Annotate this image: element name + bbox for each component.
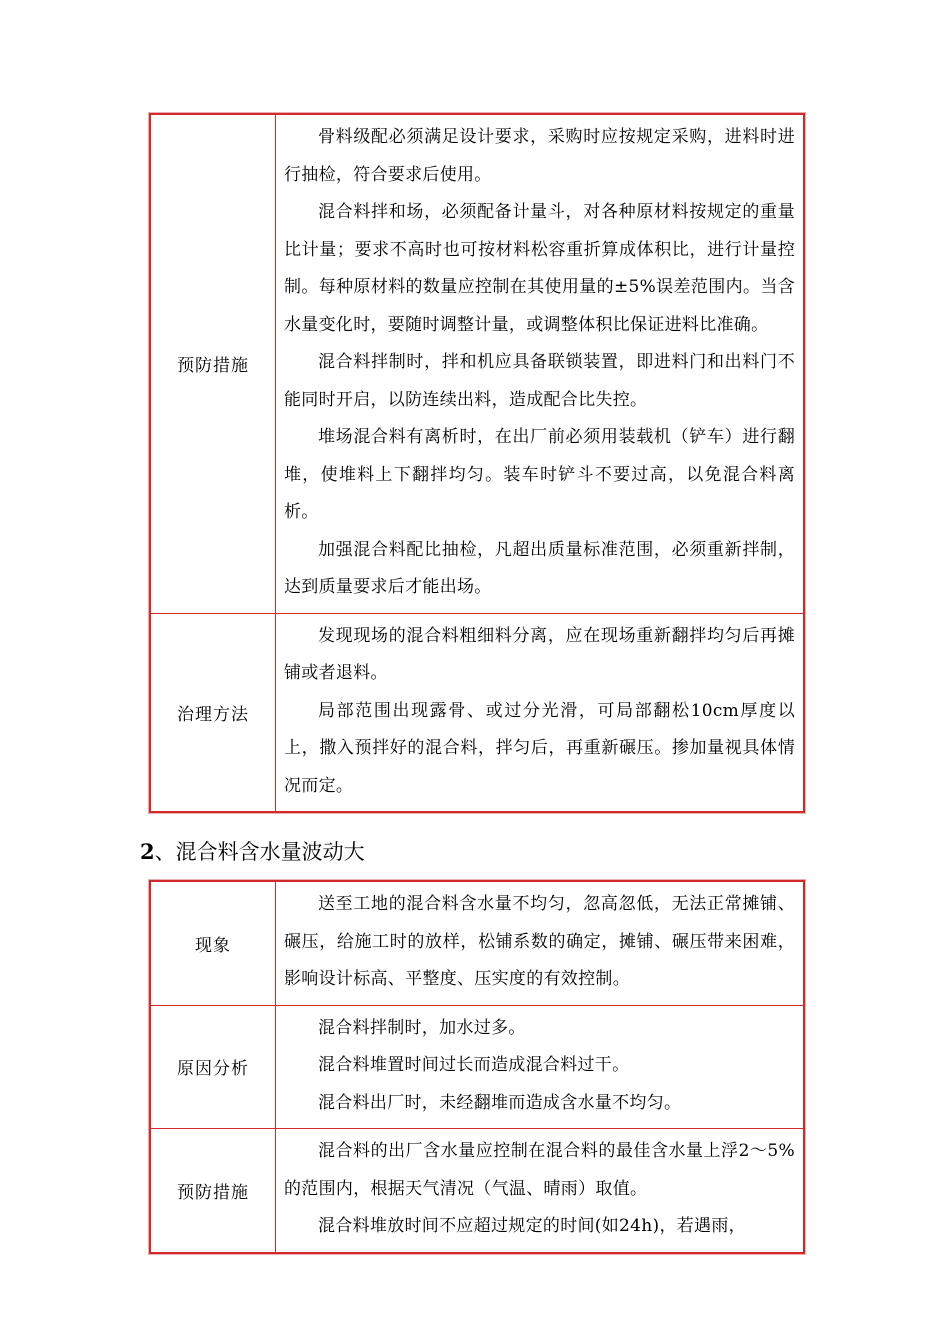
measures-table-1 [149,113,805,813]
paragraph: 混合料堆置时间过长而造成混合料过干。 [318,1055,630,1075]
table-row [150,1005,804,1129]
table-row [150,613,804,812]
paragraph: 加强混合料配比抽检，凡超出质量标准范围，必须重新拌制，达到质量要求后才能出场。 [284,539,795,597]
paragraph: 混合料拌制时，加水过多。 [318,1017,526,1038]
paragraph: 堆场混合料有离析时，在出厂前必须用装载机（铲车）进行翻堆，使堆料上下翻拌均匀。装车时铲斗不要过高，以免混合料离析。 [284,427,795,522]
paragraph: 混合料拌制时，拌和机应具备联锁装置，即进料门和出料门不能同时开启，以防连续出料，造成配合比失控。 [284,352,795,410]
table-row [150,1129,804,1253]
row-label: 治理方法 [150,613,276,812]
table-row [150,881,804,1005]
paragraph: 骨料级配必须满足设计要求，采购时应按规定采购，进料时进行抽检，符合要求后使用。 [284,127,795,185]
paragraph: 送至工地的混合料含水量不均匀，忽高忽低，无法正常摊铺、碾压，给施工时的放样，松铺系数的确定，摊铺、碾压带来困难，影响设计标高、平整度、压实度的有效控制。 [284,894,795,989]
row-label: 预防措施 [150,1129,276,1253]
section-heading [140,836,365,866]
row-label: 原因分析 [150,1005,276,1129]
row-content [276,613,805,812]
measures-table-2 [149,880,805,1254]
paragraph: 局部范围出现露骨、或过分光滑，可局部翻松10cm厚度以上，撒入预拌好的混合料，拌匀后，再重新碾压。掺加量视具体情况而定。 [284,700,795,796]
row-content [276,1005,805,1129]
paragraph: 发现现场的混合料粗细料分离，应在现场重新翻拌均匀后再摊铺或者退料。 [284,625,795,683]
row-content [276,881,805,1005]
paragraph: 混合料出厂时，未经翻堆而造成含水量不均匀。 [318,1092,682,1113]
paragraph: 混合料的出厂含水量应控制在混合料的最佳含水量上浮2～5%的范围内，根据天气清况（气温、晴雨）取值。 [284,1141,795,1199]
section-number: 2 [140,839,155,864]
table-row [150,114,804,613]
row-label: 预防措施 [150,114,276,613]
paragraph: 混合料拌和场，必须配备计量斗，对各种原材料按规定的重量比计量；要求不高时也可按材料松容重折算成体积比，进行计量控制。每种原材料的数量应控制在其使用量的±5%误差范围内。当含水量变化时，要随时调整计量，或调整体积比保证进料比准确。 [284,202,795,335]
section-title: 、混合料含水量波动大 [154,840,365,864]
paragraph: 混合料堆放时间不应超过规定的时间(如24h)，若遇雨， [318,1216,746,1236]
row-content [276,114,805,613]
row-content [276,1129,805,1253]
row-label: 现象 [150,881,276,1005]
